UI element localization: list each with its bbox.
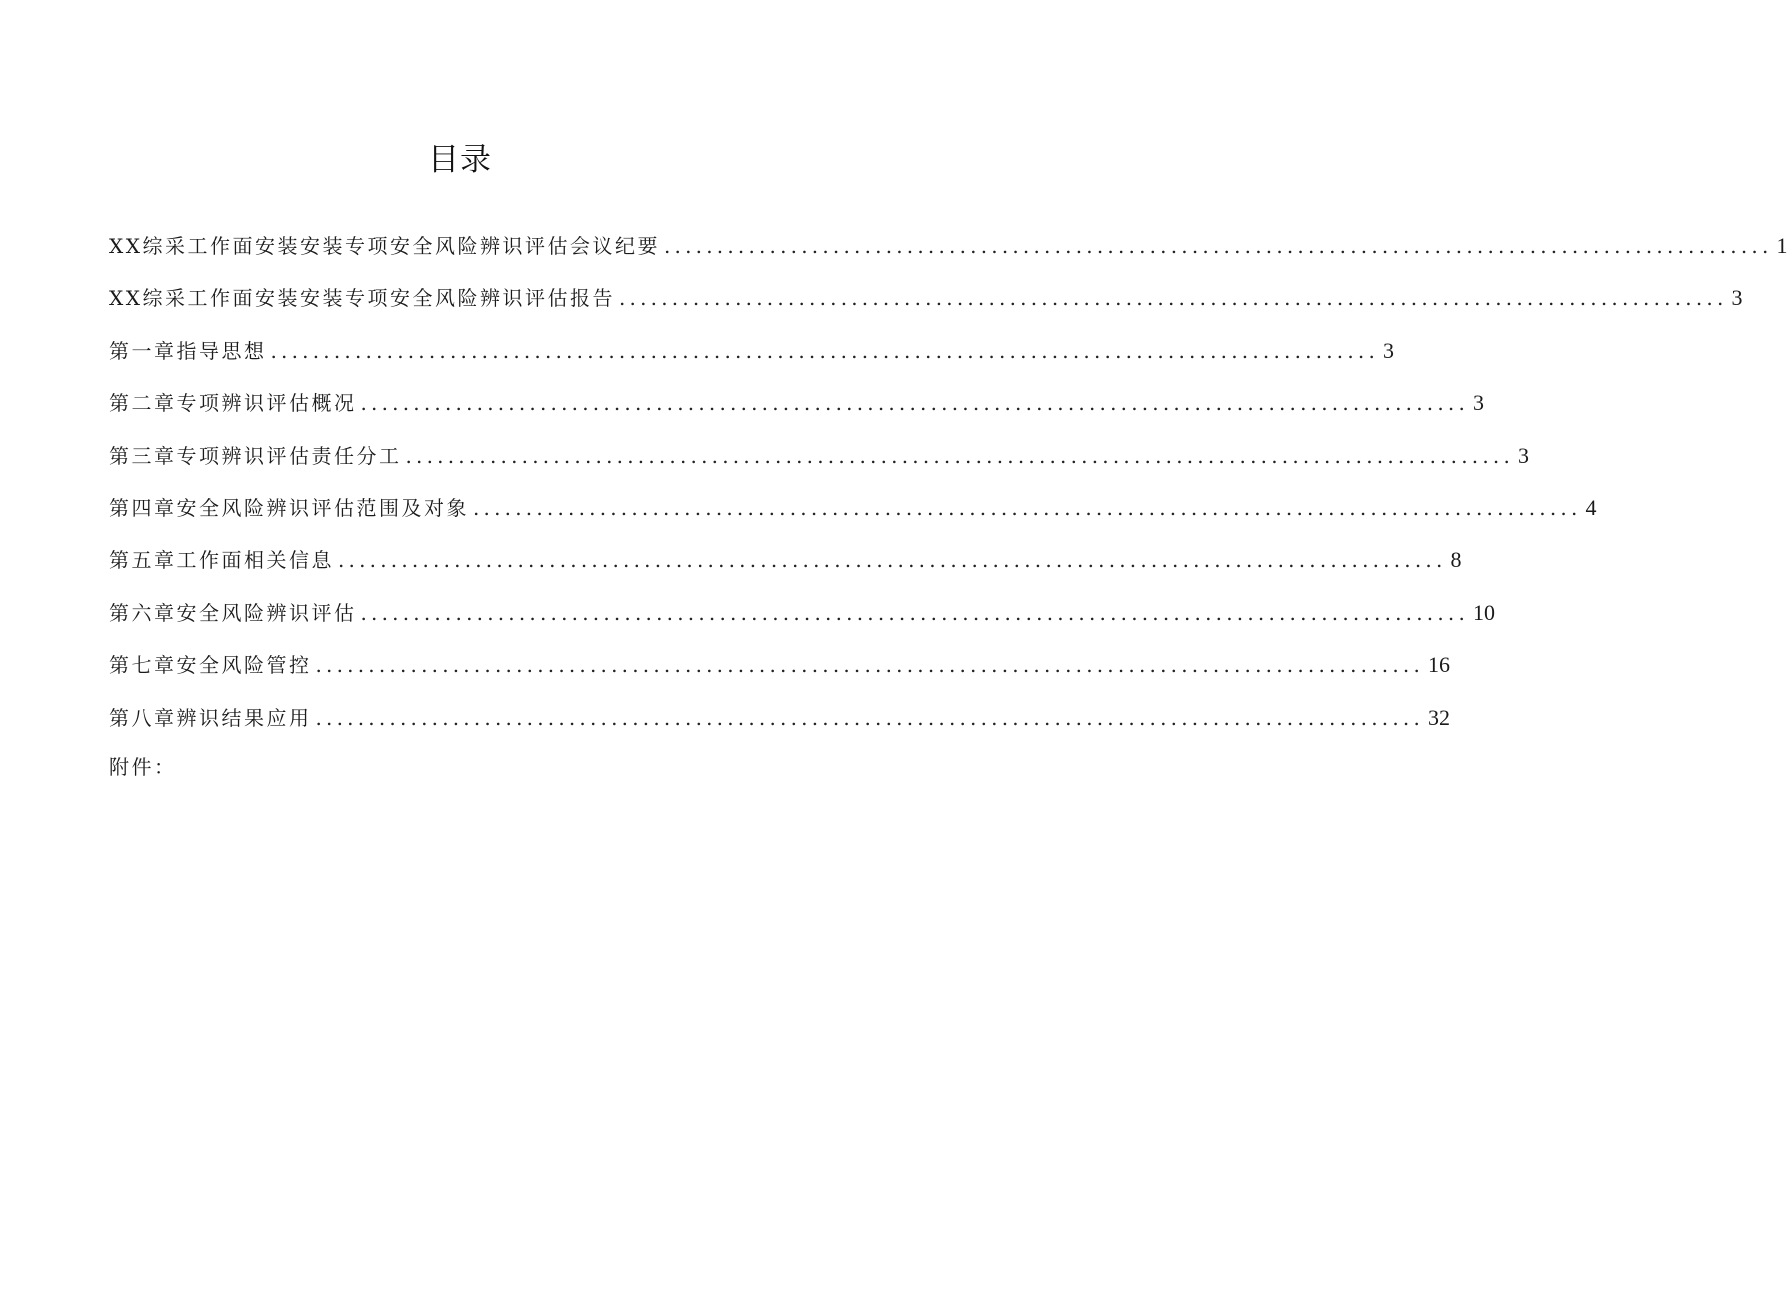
page-title: 目录: [428, 142, 492, 178]
toc-page-number: 10: [1473, 599, 1496, 625]
toc-entry[interactable]: [109, 377, 1485, 429]
toc-page-number: 32: [1428, 704, 1451, 730]
toc-dot-leader: .........................................................................................................: [473, 495, 1582, 520]
toc-dot-leader: .........................................................................................................: [315, 653, 1425, 678]
toc-page-number: 16: [1428, 652, 1451, 678]
toc-page-number: 3: [1473, 390, 1485, 416]
attachment-label: 附件：: [109, 755, 177, 779]
table-of-contents: [109, 220, 1788, 744]
toc-dot-leader: .........................................................................................................: [663, 234, 1773, 258]
toc-entry[interactable]: [109, 639, 1451, 691]
toc-entry-title: 第八章辨识结果应用: [109, 705, 312, 730]
toc-entry[interactable]: [109, 220, 1788, 272]
toc-dot-leader: .........................................................................................................: [338, 548, 1447, 573]
toc-page-number: 8: [1450, 547, 1462, 573]
toc-entry-title: 第六章安全风险辨识评估: [109, 600, 357, 625]
toc-entry-title: 第五章工作面相关信息: [109, 548, 334, 573]
toc-page-number: 1: [1776, 233, 1788, 258]
toc-entry-title: 第一章指导思想: [109, 338, 267, 363]
toc-page-number: 4: [1585, 494, 1597, 520]
toc-dot-leader: .........................................................................................................: [360, 600, 1470, 625]
toc-entry[interactable]: [109, 587, 1496, 639]
toc-entry[interactable]: [109, 482, 1597, 534]
toc-dot-leader: .........................................................................................................: [618, 286, 1728, 311]
toc-entry-title: XX综采工作面安装安装专项安全风险辨识评估会议纪要: [109, 234, 660, 258]
toc-page-number: 3: [1731, 285, 1743, 311]
toc-dot-leader: .........................................................................................................: [360, 391, 1470, 416]
toc-entry[interactable]: [109, 534, 1462, 586]
toc-entry[interactable]: [109, 692, 1451, 744]
toc-entry-title: 第七章安全风险管控: [109, 653, 312, 678]
toc-dot-leader: .........................................................................................................: [315, 705, 1425, 730]
toc-entry-title: XX综采工作面安装安装专项安全风险辨识评估报告: [109, 286, 615, 311]
toc-entry-title: 第四章安全风险辨识评估范围及对象: [109, 495, 469, 520]
toc-dot-leader: .........................................................................................................: [405, 443, 1515, 468]
toc-entry-title: 第二章专项辨识评估概况: [109, 391, 357, 416]
toc-entry[interactable]: [109, 430, 1530, 482]
toc-entry[interactable]: [109, 325, 1395, 377]
toc-dot-leader: .........................................................................................................: [270, 338, 1380, 363]
toc-page-number: 3: [1383, 337, 1395, 363]
toc-page-number: 3: [1518, 442, 1530, 468]
toc-entry-title: 第三章专项辨识评估责任分工: [109, 443, 402, 468]
toc-entry[interactable]: [109, 272, 1743, 324]
